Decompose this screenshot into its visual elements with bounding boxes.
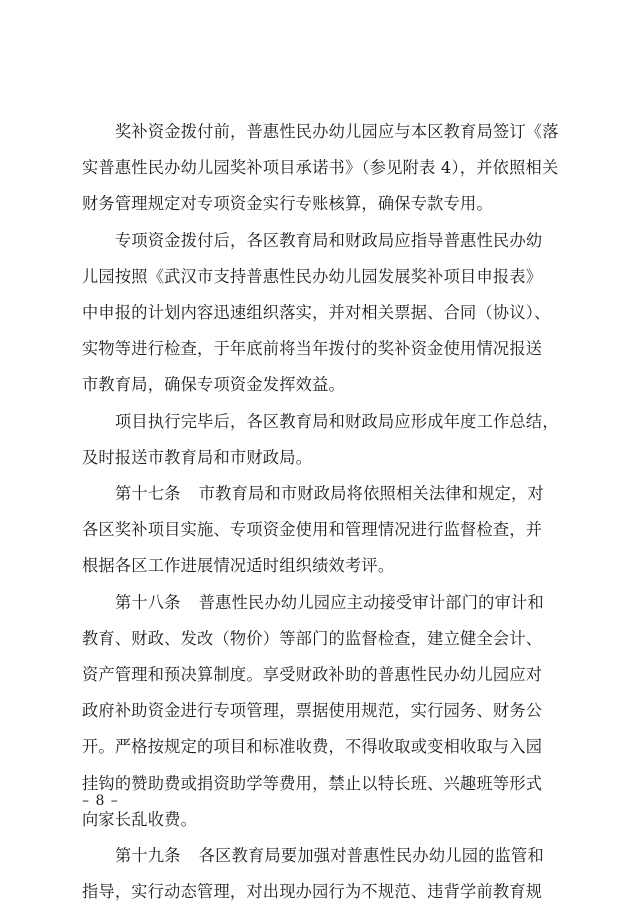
- text-line: 中申报的计划内容迅速组织落实，并对相关票据、合同（协议）、: [82, 303, 551, 323]
- article-heading: 第十九条: [115, 846, 181, 866]
- text-line: 挂钩的赞助费或捐资助学等费用，禁止以特长班、兴趣班等形式: [82, 773, 543, 793]
- article-19: [82, 838, 552, 910]
- text-line: 实物等进行检查，于年底前将当年拨付的奖补资金使用情况报送: [82, 339, 543, 359]
- text-line: 儿园按照《武汉市支持普惠性民办幼儿园发展奖补项目申报表》: [82, 266, 543, 286]
- text-line: 指导，实行动态管理，对出现办园行为不规范、违背学前教育规: [82, 882, 543, 902]
- text-line: 专项资金拨付后，各区教育局和财政局应指导普惠性民办幼: [115, 230, 543, 250]
- text-line: 根据各区工作进展情况适时组织绩效考评。: [82, 556, 395, 576]
- article-text: 市教育局和市财政局将依照相关法律和规定，对: [198, 484, 544, 504]
- paragraph-fund-disbursement-before: [82, 114, 559, 223]
- page-number: – 8 –: [82, 793, 119, 809]
- text-line: 实普惠性民办幼儿园奖补项目承诺书》（参见附表 4），并依照相关: [82, 158, 559, 178]
- text-line: 各区奖补项目实施、专项资金使用和管理情况进行监督检查，并: [82, 520, 543, 540]
- article-heading: 第十八条: [115, 592, 181, 612]
- paragraph-fund-disbursement-after: [82, 223, 552, 404]
- article-text: 各区教育局要加强对普惠性民办幼儿园的监管和: [198, 846, 544, 866]
- text-line: 教育、财政、发改（物价）等部门的监督检查，建立健全会计、: [82, 628, 543, 648]
- text-line: [82, 838, 552, 874]
- text-line: 及时报送市教育局和市财政局。: [82, 447, 313, 467]
- text-line: 项目执行完毕后，各区教育局和财政局应形成年度工作总结，: [115, 411, 559, 431]
- text-line: 财务管理规定对专项资金实行专账核算，确保专款专用。: [82, 194, 493, 214]
- text-line: 政府补助资金进行专项管理，票据使用规范，实行园务、财务公: [82, 701, 543, 721]
- article-heading: 第十七条: [115, 484, 181, 504]
- document-body: [82, 114, 559, 910]
- text-line: 资产管理和预决算制度。享受财政补助的普惠性民办幼儿园应对: [82, 665, 543, 685]
- text-line: 奖补资金拨付前，普惠性民办幼儿园应与本区教育局签订《落: [115, 122, 559, 141]
- article-18: [82, 585, 552, 838]
- text-line: [82, 476, 552, 512]
- text-line: 向家长乱收费。: [82, 809, 198, 829]
- text-line: 开。严格按规定的项目和标准收费，不得收取或变相收取与入园: [82, 737, 543, 757]
- text-line: [82, 585, 552, 621]
- article-text: 普惠性民办幼儿园应主动接受审计部门的审计和: [198, 592, 544, 612]
- article-17: [82, 476, 552, 585]
- paragraph-project-completion: [82, 404, 559, 476]
- text-line: 市教育局，确保专项资金发挥效益。: [82, 375, 345, 395]
